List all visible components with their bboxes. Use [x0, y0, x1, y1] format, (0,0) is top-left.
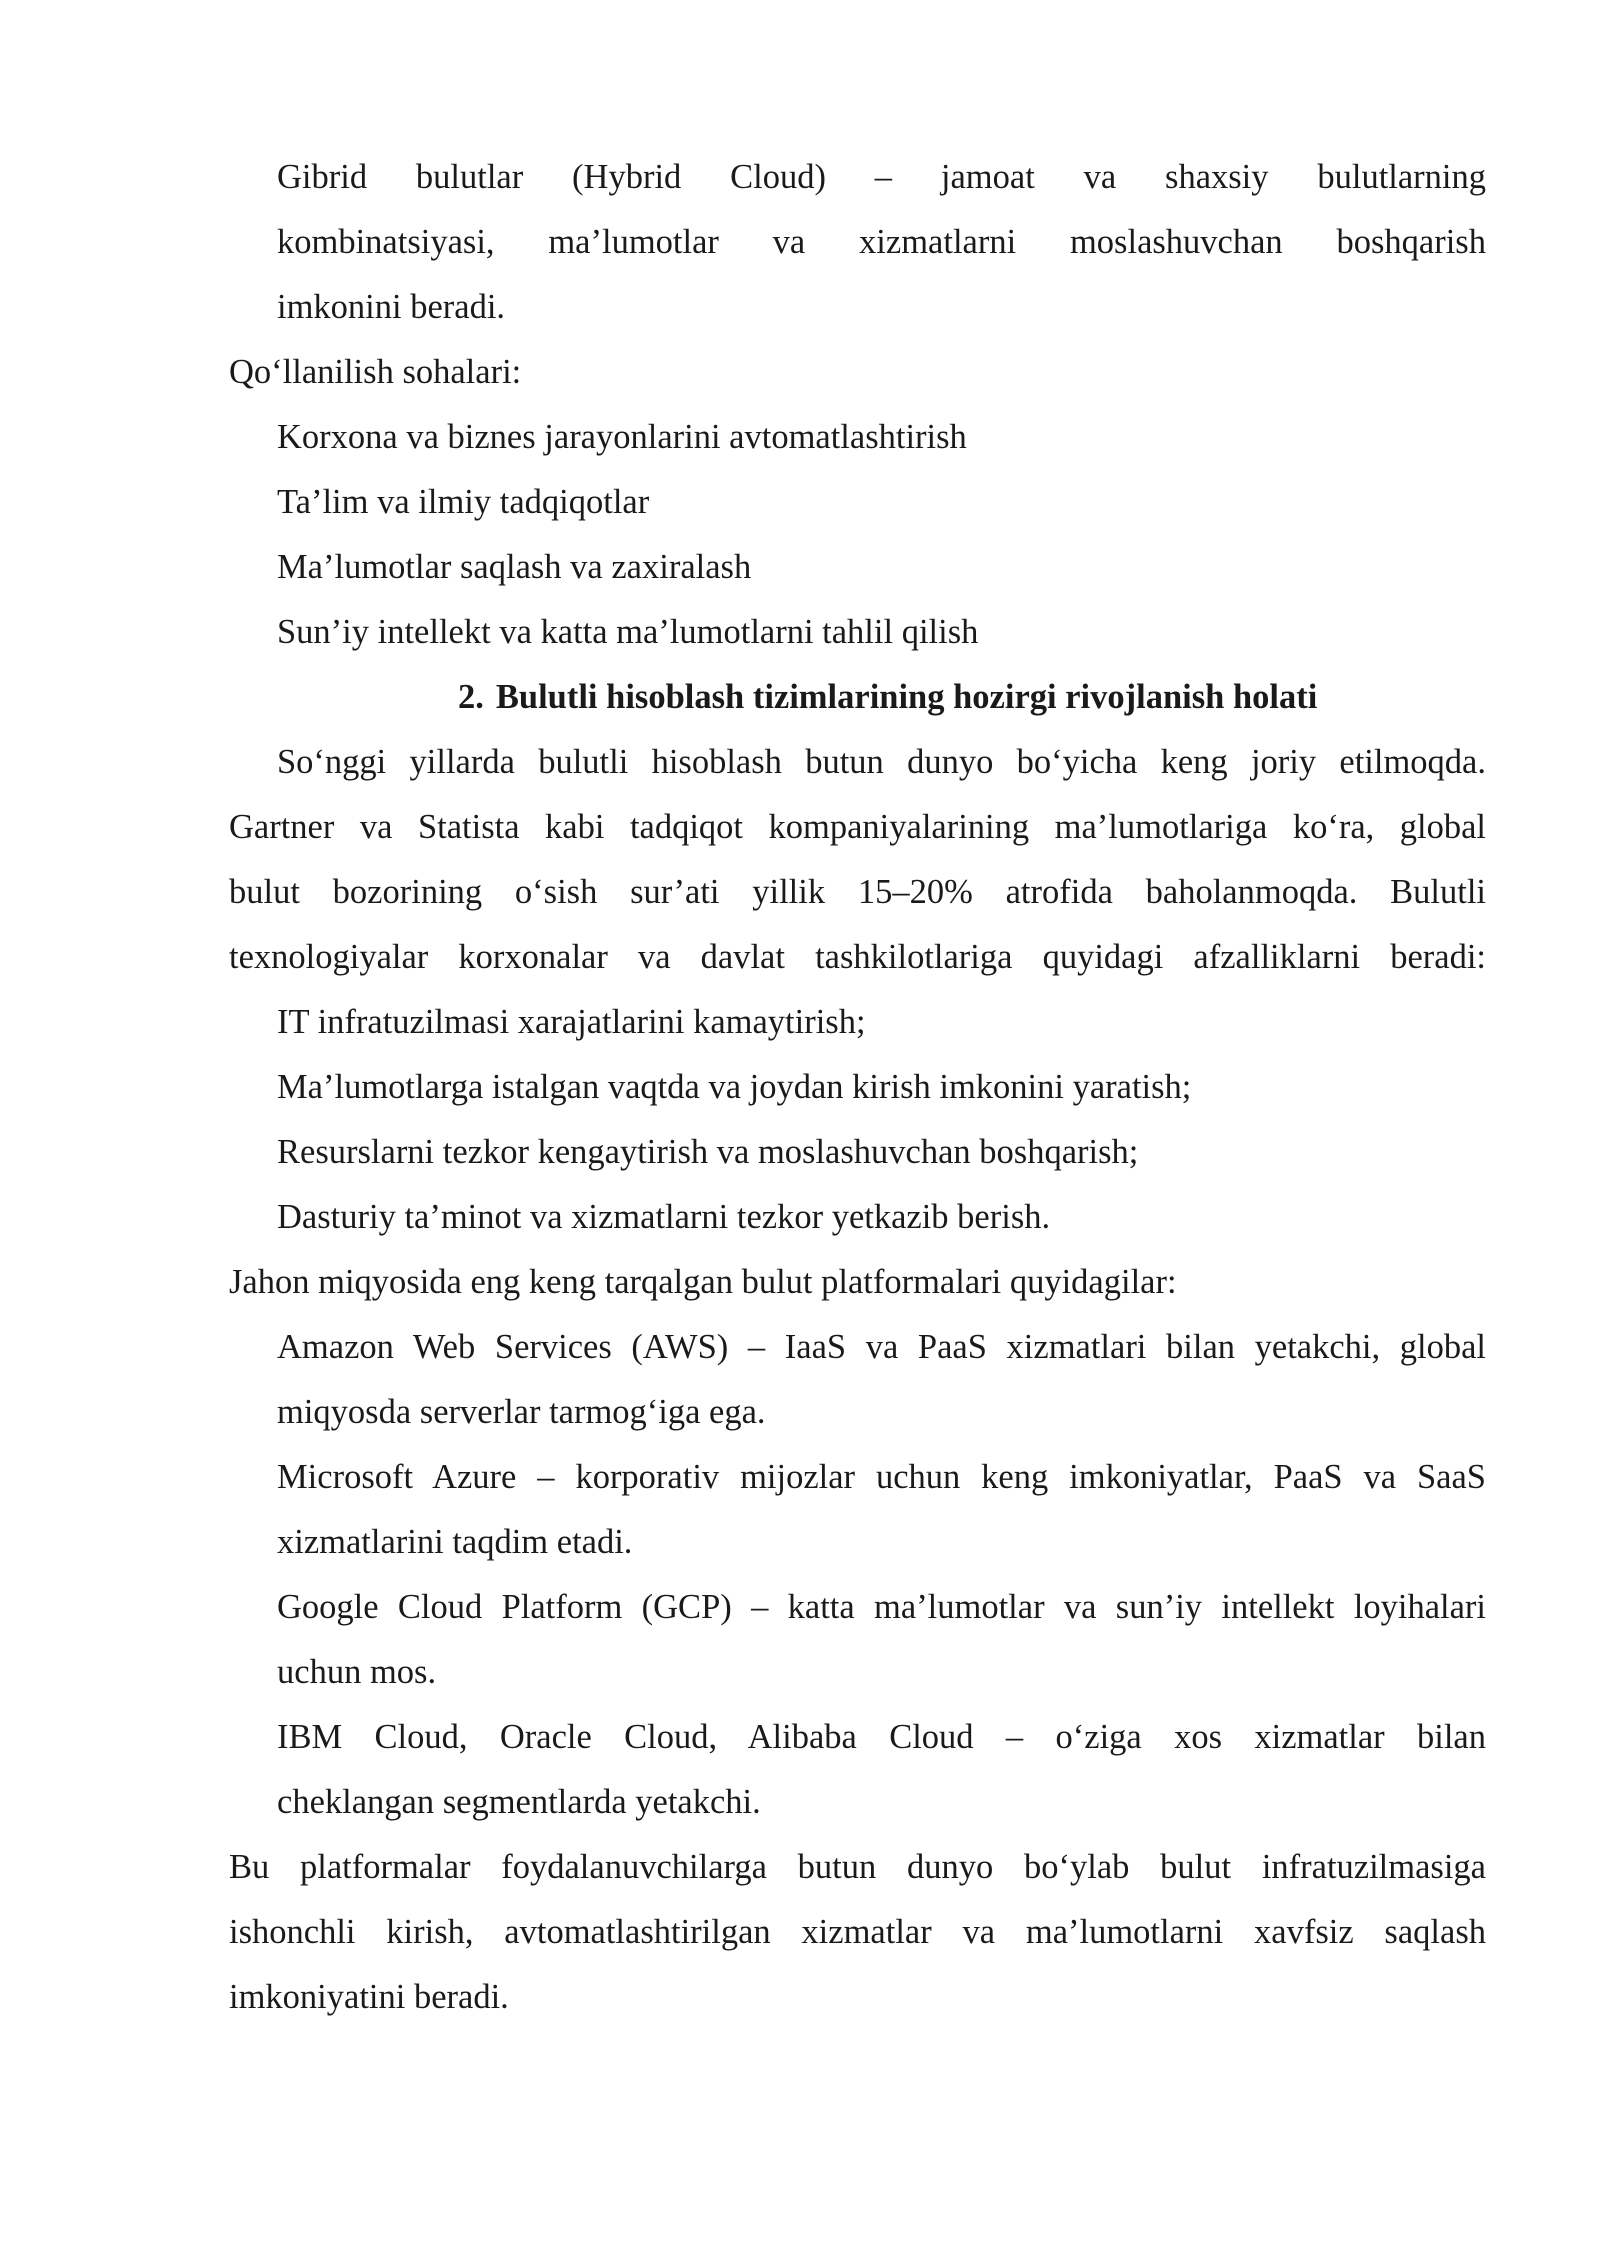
paragraph-line: texnologiyalar korxonalar va davlat tashkilotlariga quyidagi afzalliklarni beradi:: [229, 938, 1486, 976]
hybrid-cloud-line-1: Gibrid bulutlar (Hybrid Cloud) – jamoat va shaxsiy bulutlarning: [277, 158, 1486, 196]
paragraph-line: Gartner va Statista kabi tadqiqot kompaniyalarining ma’lumotlariga ko‘ra, global: [229, 808, 1486, 846]
conclusion-line-2: ishonchli kirish, avtomatlashtirilgan xizmatlar va ma’lumotlarni xavfsiz saqlash: [229, 1913, 1486, 1951]
benefit-item-delivery: Dasturiy ta’minot va xizmatlarni tezkor yetkazib berish.: [277, 1198, 1051, 1236]
application-item-ai: Sun’iy intellekt va katta ma’lumotlarni tahlil qilish: [277, 613, 979, 651]
platform-azure-line-2: xizmatlarini taqdim etadi.: [277, 1523, 633, 1561]
document-page: [229, 145, 1486, 2030]
paragraph-line: bulut bozorining o‘sish sur’ati yillik 15–20% atrofida baholanmoqda. Bulutli: [229, 873, 1486, 911]
application-item-education: Ta’lim va ilmiy tadqiqotlar: [277, 483, 650, 521]
platform-gcp-line-2: uchun mos.: [277, 1653, 437, 1691]
benefit-item-scaling: Resurslarni tezkor kengaytirish va moslashuvchan boshqarish;: [277, 1133, 1139, 1171]
conclusion-line-1: Bu platformalar foydalanuvchilarga butun dunyo bo‘ylab bulut infratuzilmasiga: [229, 1848, 1486, 1886]
platform-azure-line-1: Microsoft Azure – korporativ mijozlar uchun keng imkoniyatlar, PaaS va SaaS: [277, 1458, 1486, 1496]
section-heading: [229, 665, 1486, 730]
benefit-item-access: Ma’lumotlarga istalgan vaqtda va joydan kirish imkonini yaratish;: [277, 1068, 1192, 1106]
platform-aws-line-1: Amazon Web Services (AWS) – IaaS va PaaS xizmatlari bilan yetakchi, global: [277, 1328, 1486, 1366]
application-item-business: Korxona va biznes jarayonlarini avtomatlashtirish: [277, 418, 967, 456]
section-number: 2.: [458, 678, 484, 716]
paragraph-line: So‘nggi yillarda bulutli hisoblash butun dunyo bo‘yicha keng joriy etilmoqda.: [277, 743, 1486, 781]
platform-others-line-2: cheklangan segmentlarda yetakchi.: [277, 1783, 761, 1821]
conclusion-line-3: imkoniyatini beradi.: [229, 1978, 509, 2016]
hybrid-cloud-line-3: imkonini beradi.: [277, 288, 506, 326]
platform-gcp-line-1: Google Cloud Platform (GCP) – katta ma’lumotlar va sun’iy intellekt loyihalari: [277, 1588, 1486, 1626]
platforms-intro: Jahon miqyosida eng keng tarqalgan bulut platformalari quyidagilar:: [229, 1263, 1177, 1301]
hybrid-cloud-line-2: kombinatsiyasi, ma’lumotlar va xizmatlarni moslashuvchan boshqarish: [277, 223, 1486, 261]
applications-label: Qo‘llanilish sohalari:: [229, 353, 522, 391]
platform-others-line-1: IBM Cloud, Oracle Cloud, Alibaba Cloud – o‘ziga xos xizmatlar bilan: [277, 1718, 1486, 1756]
platform-aws-line-2: miqyosda serverlar tarmog‘iga ega.: [277, 1393, 766, 1431]
section-title: Bulutli hisoblash tizimlarining hozirgi rivojlanish holati: [495, 678, 1318, 716]
application-item-storage: Ma’lumotlar saqlash va zaxiralash: [277, 548, 752, 586]
benefit-item-costs: IT infratuzilmasi xarajatlarini kamaytirish;: [277, 1003, 866, 1041]
